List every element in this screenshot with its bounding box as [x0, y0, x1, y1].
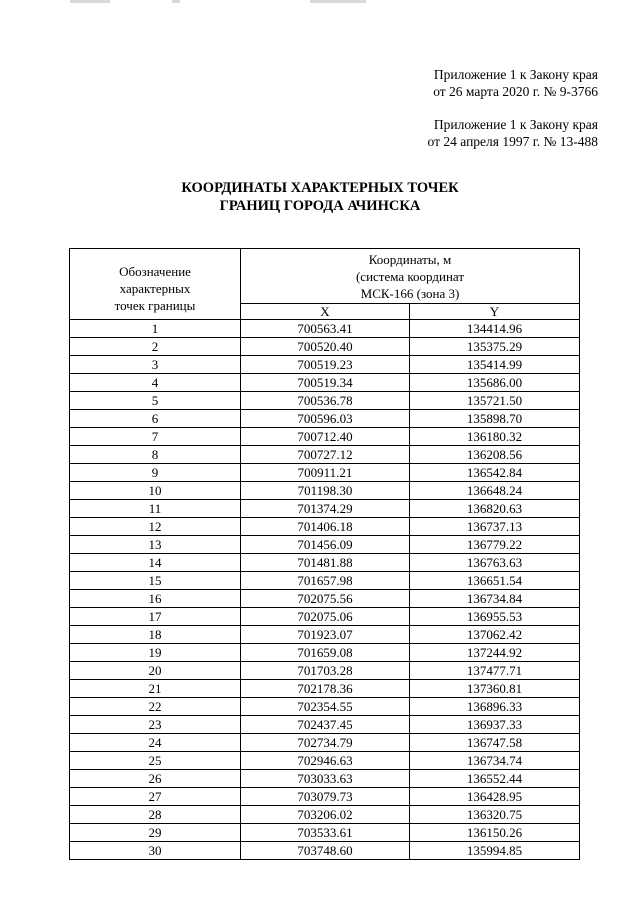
- x-coordinate: 700520.40: [241, 338, 410, 356]
- coordinates-table: [69, 248, 580, 860]
- x-coordinate: 701198.30: [241, 482, 410, 500]
- table-row: [70, 806, 580, 824]
- table-row: [70, 464, 580, 482]
- x-coordinate: 700712.40: [241, 428, 410, 446]
- point-number: 2: [70, 338, 241, 356]
- y-coordinate: 136820.63: [410, 500, 580, 518]
- point-number: 30: [70, 842, 241, 860]
- point-number: 14: [70, 554, 241, 572]
- coordinates-rows: [70, 320, 580, 860]
- table-row: [70, 734, 580, 752]
- point-number: 23: [70, 716, 241, 734]
- x-coordinate: 703206.02: [241, 806, 410, 824]
- y-coordinate: 136542.84: [410, 464, 580, 482]
- point-number: 29: [70, 824, 241, 842]
- x-coordinate: 700519.23: [241, 356, 410, 374]
- x-coordinate: 701659.08: [241, 644, 410, 662]
- table-row: [70, 536, 580, 554]
- point-number: 3: [70, 356, 241, 374]
- y-coordinate: 136552.44: [410, 770, 580, 788]
- x-coordinate: 702946.63: [241, 752, 410, 770]
- scan-artifact-mid: [172, 0, 180, 3]
- point-number: 7: [70, 428, 241, 446]
- point-number: 22: [70, 698, 241, 716]
- y-coordinate: 136763.63: [410, 554, 580, 572]
- appendix-original-line1: Приложение 1 к Закону края: [433, 117, 598, 132]
- y-coordinate: 136937.33: [410, 716, 580, 734]
- scan-artifact-right: [310, 0, 366, 3]
- coords-header-line1: Координаты, м: [368, 252, 452, 267]
- y-coordinate: 136180.32: [410, 428, 580, 446]
- x-coordinate: 702437.45: [241, 716, 410, 734]
- table-row: [70, 680, 580, 698]
- x-coordinate: 703533.61: [241, 824, 410, 842]
- point-number: 26: [70, 770, 241, 788]
- point-designation-header: [70, 249, 241, 320]
- y-coordinate: 136955.53: [410, 608, 580, 626]
- coordinates-header: [241, 249, 580, 304]
- point-number: 11: [70, 500, 241, 518]
- point-number: 6: [70, 410, 241, 428]
- y-coordinate: 134414.96: [410, 320, 580, 338]
- table-row: [70, 842, 580, 860]
- table-row: [70, 662, 580, 680]
- point-number: 10: [70, 482, 241, 500]
- y-coordinate: 136896.33: [410, 698, 580, 716]
- coords-header-line3: МСК-166 (зона 3): [360, 286, 460, 301]
- table-row: [70, 500, 580, 518]
- y-coordinate: 135686.00: [410, 374, 580, 392]
- table-row: [70, 608, 580, 626]
- x-coordinate: 701657.98: [241, 572, 410, 590]
- y-coordinate: 136779.22: [410, 536, 580, 554]
- table-row: [70, 338, 580, 356]
- table-row: [70, 410, 580, 428]
- table-row: [70, 446, 580, 464]
- point-number: 13: [70, 536, 241, 554]
- table-row: [70, 428, 580, 446]
- table-row: [70, 590, 580, 608]
- x-coordinate: 700519.34: [241, 374, 410, 392]
- point-number: 21: [70, 680, 241, 698]
- appendix-current-line2: от 26 марта 2020 г. № 9-3766: [433, 84, 598, 99]
- x-coordinate: 701406.18: [241, 518, 410, 536]
- y-coordinate: 136734.84: [410, 590, 580, 608]
- table-row: [70, 626, 580, 644]
- x-coordinate: 701456.09: [241, 536, 410, 554]
- y-column-header: Y: [410, 304, 580, 320]
- x-coordinate: 701481.88: [241, 554, 410, 572]
- point-number: 17: [70, 608, 241, 626]
- x-coordinate: 702734.79: [241, 734, 410, 752]
- x-coordinate: 701703.28: [241, 662, 410, 680]
- table-row: [70, 320, 580, 338]
- y-coordinate: 136651.54: [410, 572, 580, 590]
- table-row: [70, 752, 580, 770]
- x-coordinate: 702178.36: [241, 680, 410, 698]
- point-number: 24: [70, 734, 241, 752]
- y-coordinate: 136428.95: [410, 788, 580, 806]
- y-coordinate: 135721.50: [410, 392, 580, 410]
- x-coordinate: 702354.55: [241, 698, 410, 716]
- x-coordinate: 703033.63: [241, 770, 410, 788]
- col1-header-line2: характерных: [119, 280, 191, 296]
- y-coordinate: 135375.29: [410, 338, 580, 356]
- x-coordinate: 702075.56: [241, 590, 410, 608]
- x-coordinate: 700911.21: [241, 464, 410, 482]
- y-coordinate: 136747.58: [410, 734, 580, 752]
- point-number: 5: [70, 392, 241, 410]
- table-row: [70, 824, 580, 842]
- table-row: [70, 716, 580, 734]
- y-coordinate: 136320.75: [410, 806, 580, 824]
- title-line2: ГРАНИЦ ГОРОДА АЧИНСКА: [219, 198, 421, 214]
- table-row: [70, 374, 580, 392]
- x-coordinate: 701374.29: [241, 500, 410, 518]
- scan-artifact-left: [70, 0, 110, 3]
- x-column-header: X: [241, 304, 410, 320]
- x-coordinate: 703748.60: [241, 842, 410, 860]
- x-coordinate: 703079.73: [241, 788, 410, 806]
- table-row: [70, 554, 580, 572]
- appendix-original-note: [428, 116, 598, 150]
- x-coordinate: 700727.12: [241, 446, 410, 464]
- y-coordinate: 136648.24: [410, 482, 580, 500]
- table-row: [70, 572, 580, 590]
- point-number: 8: [70, 446, 241, 464]
- table-row: [70, 356, 580, 374]
- point-number: 18: [70, 626, 241, 644]
- point-number: 16: [70, 590, 241, 608]
- col1-header-line3: точек границы: [114, 297, 196, 313]
- y-coordinate: 135898.70: [410, 410, 580, 428]
- appendix-original-line2: от 24 апреля 1997 г. № 13-488: [427, 134, 598, 149]
- title-line1: КООРДИНАТЫ ХАРАКТЕРНЫХ ТОЧЕК: [181, 180, 459, 196]
- point-number: 1: [70, 320, 241, 338]
- y-coordinate: 135414.99: [410, 356, 580, 374]
- point-number: 28: [70, 806, 241, 824]
- x-coordinate: 702075.06: [241, 608, 410, 626]
- col1-header-line1: Обозначение: [119, 263, 191, 279]
- x-coordinate: 700536.78: [241, 392, 410, 410]
- x-coordinate: 701923.07: [241, 626, 410, 644]
- y-coordinate: 136150.26: [410, 824, 580, 842]
- y-coordinate: 137360.81: [410, 680, 580, 698]
- y-coordinate: 136208.56: [410, 446, 580, 464]
- table-row: [70, 518, 580, 536]
- point-number: 9: [70, 464, 241, 482]
- point-number: 15: [70, 572, 241, 590]
- y-coordinate: 137062.42: [410, 626, 580, 644]
- y-coordinate: 137477.71: [410, 662, 580, 680]
- appendix-current-note: [433, 66, 598, 100]
- y-coordinate: 135994.85: [410, 842, 580, 860]
- point-number: 12: [70, 518, 241, 536]
- y-coordinate: 136737.13: [410, 518, 580, 536]
- y-coordinate: 137244.92: [410, 644, 580, 662]
- point-number: 19: [70, 644, 241, 662]
- coords-header-line2: (система координат: [355, 269, 465, 284]
- table-row: [70, 698, 580, 716]
- point-number: 25: [70, 752, 241, 770]
- point-number: 4: [70, 374, 241, 392]
- x-coordinate: 700563.41: [241, 320, 410, 338]
- table-row: [70, 788, 580, 806]
- document-title: [0, 179, 640, 215]
- table-row: [70, 392, 580, 410]
- appendix-current-line1: Приложение 1 к Закону края: [433, 67, 598, 82]
- point-number: 20: [70, 662, 241, 680]
- y-coordinate: 136734.74: [410, 752, 580, 770]
- x-coordinate: 700596.03: [241, 410, 410, 428]
- table-row: [70, 482, 580, 500]
- point-number: 27: [70, 788, 241, 806]
- table-row: [70, 770, 580, 788]
- table-row: [70, 644, 580, 662]
